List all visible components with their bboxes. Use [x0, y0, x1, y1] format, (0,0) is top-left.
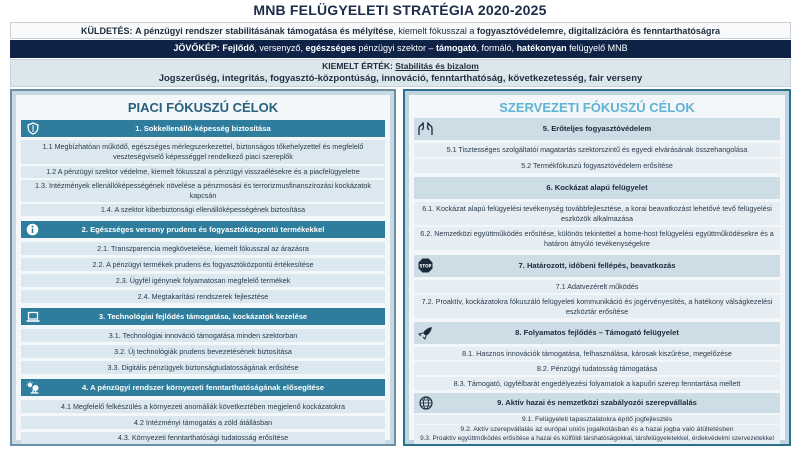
goal-6-header	[414, 177, 780, 199]
vision-text-1: , versenyző,	[254, 43, 306, 53]
goal-2-4: 2.4. Megtakarítási rendszerek fejlesztése	[21, 290, 385, 303]
market-goals-title: PIACI FÓKUSZÚ CÉLOK	[127, 100, 279, 115]
organizational-goals-panel	[403, 89, 791, 446]
mission-text-2: , kiemelt fókusszal a	[393, 26, 477, 36]
goal-8-3: 8.3. Támogató, ügyfélbarát engedélyezési folyamatok a kapuőri szerep fenntartása mellett	[414, 377, 780, 390]
hands-icon	[418, 121, 433, 136]
goal-6-title: 6. Kockázat alapú felügyelet	[546, 183, 648, 192]
goal-8-header	[414, 322, 780, 344]
sun-tree-icon	[25, 380, 40, 395]
goal-3-3: 3.3. Digitális pénzügyek biztonságtudatosságának erősítése	[21, 361, 385, 374]
values-label: KIEMELT ÉRTÉK:	[322, 61, 393, 71]
goal-1-title: 1. Sokkellenálló-képesség biztosítása	[135, 124, 271, 133]
goal-9-1: 9.1. Felügyeleti tapasztalatokra építő jogfejlesztés	[414, 415, 780, 424]
goal-1-3: 1.3. Intézmények ellenállóképességének növelése a pénzmosási és terrorizmusfinanszírozási kockázatok kapcsán	[21, 180, 385, 202]
laptop-icon	[25, 309, 40, 324]
globe-icon	[418, 395, 433, 410]
vision-word-1: Fejlődő	[222, 43, 255, 53]
mission-banner	[10, 22, 791, 39]
goal-9-2: 9.2. Aktív szerepvállalás az európai uniós jogalkotásban és a hazai jogba való átültetésben	[414, 425, 780, 434]
goal-7-2: 7.2. Proaktív, kockázatokra fókuszáló felügyeleti kommunikáció és jogérvényesítés, a hatékony válságkezelési eszköztár erősítése	[414, 295, 780, 318]
goal-7-title: 7. Határozott, időbeni fellépés, beavatkozás	[518, 261, 676, 270]
goal-7-header	[414, 255, 780, 277]
values-list: Jogszerűség, integritás, fogyasztó-központúság, innováció, fenntarthatóság, következetesség, fair verseny	[158, 73, 643, 84]
vision-text-2: pénzügyi szektor –	[356, 43, 437, 53]
goal-4-1: 4.1 Megfelelő felkészülés a környezeti anomáliák következtében megjelenő kockázatokra	[21, 400, 385, 413]
goal-4-title: 4. A pénzügyi rendszer környezeti fenntarthatóságának elősegítése	[81, 383, 325, 392]
mission-label: KÜLDETÉS:	[81, 26, 133, 36]
goal-8-2: 8.2. Pénzügyi tudatosság támogatása	[414, 362, 780, 375]
market-goals-panel	[10, 89, 396, 446]
goal-5-title: 5. Erőteljes fogyasztóvédelem	[542, 124, 652, 133]
vision-label: JÖVŐKÉP:	[173, 43, 220, 53]
goal-3-title: 3. Technológiai fejlődés támogatása, kockázatok kezelése	[98, 312, 308, 321]
goal-1-2: 1.2 A pénzügyi szektor védelme, kiemelt fókusszal a pénzügyi visszaélésekre és a piacfelügyeletre	[21, 166, 385, 178]
vision-text-4: felügyelő MNB	[566, 43, 628, 53]
values-banner	[10, 59, 791, 87]
goal-5-1: 5.1 Tisztességes szolgáltatói magatartás szektorszintű és egyedi elvárásának összehangolása	[414, 143, 780, 157]
svg-text:STOP: STOP	[419, 263, 432, 269]
goal-9-header	[414, 393, 780, 413]
shield-icon	[25, 121, 40, 136]
goal-5-2: 5.2 Termékfókuszú fogyasztóvédelem erősítése	[414, 159, 780, 173]
values-highlight: Stabilitás és bizalom	[395, 61, 479, 71]
goal-2-header	[21, 221, 385, 238]
goal-6-2: 6.2. Nemzetközi együttműködés erősítése, különös tekintettel a home-host felügyelési együttműködésekre és a határon átnyúló tevékenységekre	[414, 227, 780, 250]
mission-text-1: A pénzügyi rendszer stabilitásának támogatása és mélyítése	[135, 26, 394, 36]
vision-word-3: támogató	[436, 43, 477, 53]
goal-1-4: 1.4. A szektor kiberbiztonsági ellenállóképességének biztosítása	[21, 204, 385, 216]
goal-1-1: 1.1 Megbízhatóan működő, egészséges mérlegszerkezettel, biztonságos tőkehelyzettel és megfelelő veszteségviselő képességgel rendelkező piaci szereplők	[21, 140, 385, 164]
goal-8-title: 8. Folyamatos fejlődés – Támogató felügyelet	[515, 328, 679, 337]
goal-3-2: 3.2. Új technológiák prudens bevezetésének biztosítása	[21, 345, 385, 358]
vision-banner	[10, 40, 791, 58]
vision-word-2: egészséges	[305, 43, 356, 53]
page-title: MNB FELÜGYELETI STRATÉGIA 2020-2025	[253, 2, 547, 18]
market-goals-inner	[16, 95, 390, 443]
goal-5-header	[414, 118, 780, 140]
goal-9-3: 9.3. Proaktív együttműködés erősítése a hazai és külföldi társhatóságokkal, társfelügyeletekkel, érdekvédelmi szervezetekkel	[414, 434, 780, 444]
vision-text-3: , formáló,	[476, 43, 517, 53]
mission-text-3: fogyasztóvédelemre, digitalizációra és fenntarthatóságra	[476, 26, 720, 36]
goal-3-1: 3.1. Technológiai innováció támogatása minden szektorban	[21, 329, 385, 342]
goal-2-2: 2.2. A pénzügyi termékek prudens és fogyasztóközpontú értékesítése	[21, 258, 385, 271]
goal-6-1: 6.1. Kockázat alapú felügyelési tevékenység továbbfejlesztése, a korai beavatkozást lehetővé tevő felügyelési eszközök alkalmazása	[414, 202, 780, 225]
goal-4-3: 4.3. Környezeti fenntarthatósági tudatosság erősítése	[21, 432, 385, 444]
goal-2-3: 2.3. Ügyfél igénynek folyamatosan megfelelő termékek	[21, 274, 385, 287]
organizational-goals-title: SZERVEZETI FÓKUSZÚ CÉLOK	[499, 100, 695, 115]
rocket-icon	[418, 325, 433, 340]
goal-4-header	[21, 379, 385, 396]
goal-7-1: 7.1 Adatvezérelt működés	[414, 280, 780, 293]
organizational-goals-inner	[409, 95, 785, 440]
goal-3-header	[21, 308, 385, 325]
values-heading	[11, 60, 790, 71]
goal-8-1: 8.1. Hasznos innovációk támogatása, felhasználása, károsak kiszűrése, megelőzése	[414, 347, 780, 360]
goal-1-header	[21, 120, 385, 137]
info-icon	[25, 222, 40, 237]
goal-2-1: 2.1. Transzparencia megkövetelése, kiemelt fókusszal az árazásra	[21, 242, 385, 255]
goal-4-2: 4.2 Intézményi támogatás a zöld átállásban	[21, 416, 385, 429]
goal-2-title: 2. Egészséges verseny prudens és fogyasztóközpontú termékekkel	[81, 225, 325, 234]
goal-9-title: 9. Aktív hazai és nemzetközi szabályozói szerepvállalás	[497, 398, 697, 407]
stop-icon	[418, 258, 433, 273]
vision-word-4: hatékonyan	[516, 43, 567, 53]
